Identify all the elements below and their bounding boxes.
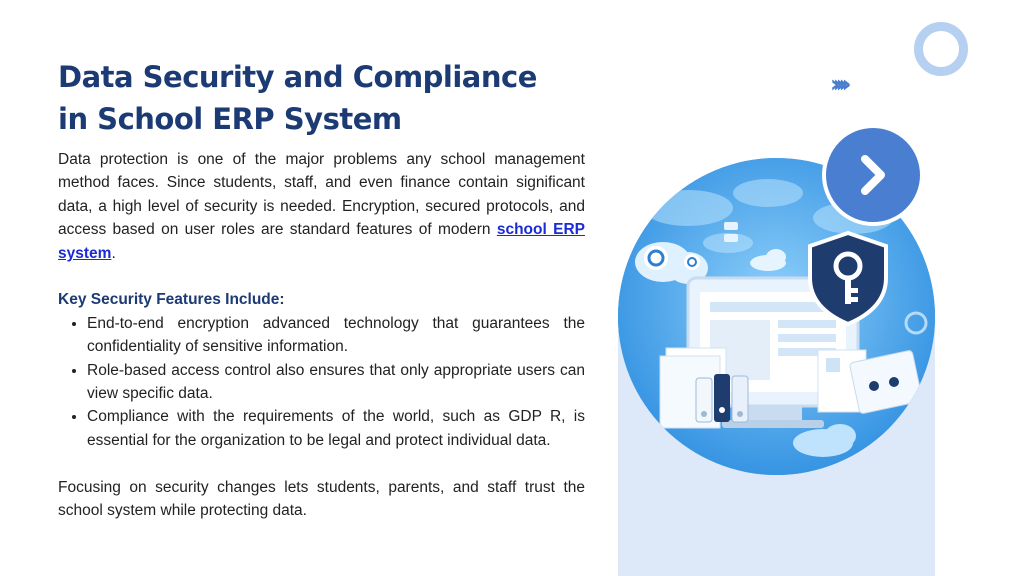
title-line-2: in School ERP System — [58, 102, 402, 136]
binders-icon — [696, 374, 748, 422]
intro-paragraph — [58, 148, 585, 265]
chevrons-icon: ››››› — [830, 70, 845, 98]
feature-item-access-control: • Role-based access control also ensures that only appropriate users can view specific data. — [87, 359, 585, 406]
school-erp-link[interactable]: school ERP system — [58, 221, 585, 262]
intro-text-end: . — [111, 244, 116, 262]
features-list — [58, 312, 585, 452]
title-line-1: Data Security and Compliance — [58, 60, 537, 94]
closing-paragraph: Focusing on security changes lets students, parents, and staff trust the school system while protecting data. — [58, 478, 585, 520]
feature-item-compliance: • Compliance with the requirements of the world, such as GDP R, is essential for the organization to be legal and protect individual data. — [87, 405, 585, 452]
intro-text: Data protection is one of the major problems any school management method faces. Since students, staff, and even finance contain significant data, a high level of security is needed. Encryption, secured protocols, and access based on user roles are standard features of modern — [58, 151, 585, 239]
next-arrow-button[interactable] — [822, 124, 924, 226]
page-title — [58, 56, 618, 140]
spacer — [58, 452, 585, 475]
next-arrow-icon — [853, 153, 893, 197]
ring-icon — [914, 22, 968, 76]
feature-item-encryption: • End-to-end encryption advanced technology that guarantees the confidentiality of sensitive information. — [87, 312, 585, 359]
spacer — [58, 265, 585, 288]
content-body — [58, 148, 585, 522]
features-heading: Key Security Features Include: — [58, 291, 285, 309]
